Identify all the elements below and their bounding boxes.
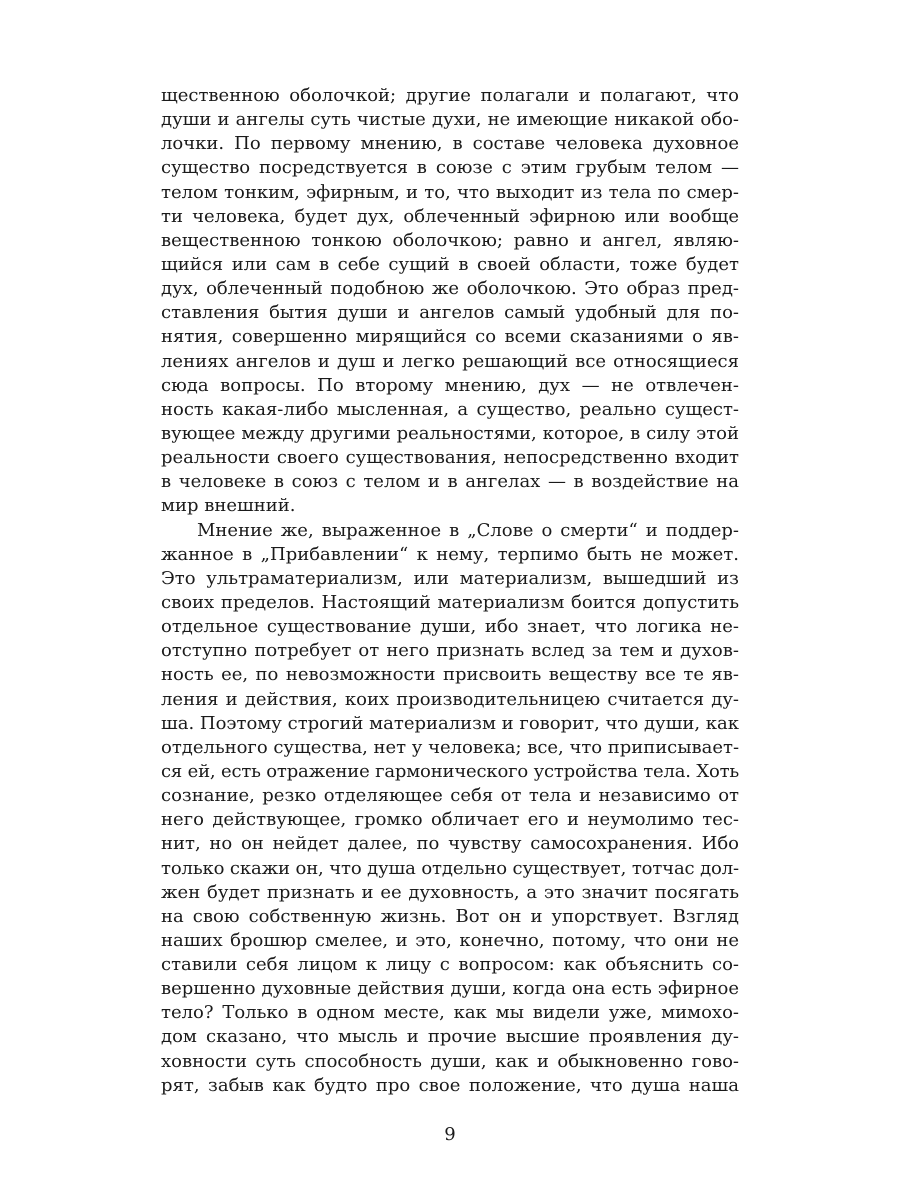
paragraph — [161, 84, 739, 519]
text-line: ся ей, есть отражение гармонического устройства тела. Хоть — [161, 760, 740, 782]
text-line: ления и действия, коих производительницею считается ду- — [161, 688, 739, 710]
text-line: отступно потребует от него признать вслед за тем и духов- — [161, 640, 739, 662]
text-line: него действующее, громко обличает его и неумолимо тес- — [161, 809, 739, 831]
text-line: жанное в „Прибавлении“ к нему, терпимо быть не может. — [161, 543, 739, 565]
text-line: нит, но он нейдет далее, по чувству самосохранения. Ибо — [161, 833, 739, 855]
text-line: ша. Поэтому строгий материализм и говорит, что души, как — [161, 712, 740, 734]
text-line: лочки. По первому мнению, в составе человека духовное — [161, 133, 739, 155]
text-line: ставили себя лицом к лицу с вопросом: как объяснить со- — [161, 954, 739, 976]
text-line: щийся или сам в себе сущий в своей области, тоже будет — [161, 253, 739, 275]
text-line: лениях ангелов и душ и легко решающий все относящиеся — [161, 350, 739, 372]
text-line: своих пределов. Настоящий материализм боится допустить — [161, 591, 739, 613]
text-line: ховности суть способность души, как и обыкновенно гово- — [161, 1050, 739, 1072]
text-line: отдельного существа, нет у человека; все, что приписывает- — [161, 736, 739, 758]
text-line: дом сказано, что мысль и прочие высшие проявления ду- — [161, 1026, 739, 1048]
text-line: в человеке в союз с телом и в ангелах — в воздействие на — [161, 471, 739, 493]
text-line: вещественною тонкою оболочкою; равно и ангел, являю- — [161, 229, 739, 251]
body-text — [161, 84, 739, 1098]
text-line: сюда вопросы. По второму мнению, дух — не отвлечен- — [161, 374, 739, 396]
text-line: ность какая-либо мысленная, а существо, реально сущест- — [161, 398, 739, 420]
text-line: сознание, резко отделяющее себя от тела и независимо от — [161, 785, 739, 807]
text-line: жен будет признать и ее духовность, а это значит посягать — [161, 881, 739, 903]
text-line: Это ультраматериализм, или материализм, вышедший из — [161, 567, 739, 589]
text-line: ность ее, по невозможности присвоить веществу все те яв- — [161, 664, 739, 686]
text-line: существо посредствуется в союзе с этим грубым телом — — [161, 157, 739, 179]
text-line: тело? Только в одном месте, как мы видели уже, мимохо- — [161, 1002, 739, 1024]
text-line: нятия, совершенно мирящийся со всеми сказаниями о яв- — [161, 326, 739, 348]
text-line: вующее между другими реальностями, которое, в силу этой — [161, 422, 739, 444]
text-line: Мнение же, выраженное в „Слове о смерти“ и поддер- — [197, 519, 739, 541]
text-line: ти человека, будет дух, облеченный эфирною или вообще — [161, 205, 739, 227]
page-number: 9 — [444, 1124, 456, 1145]
text-line: щественною оболочкой; другие полагали и полагают, что — [161, 85, 739, 106]
text-line: вершенно духовные действия души, когда она есть эфирное — [161, 978, 739, 1000]
text-line: только скажи он, что душа отдельно существует, тотчас дол- — [161, 857, 740, 879]
text-line: реальности своего существования, непосредственно входит — [161, 447, 739, 469]
text-line: наших брошюр смелее, и это, конечно, потому, что они не — [161, 929, 739, 951]
text-line: мир внешний. — [161, 495, 296, 517]
text-line: души и ангелы суть чистые духи, не имеющие никакой обо- — [161, 109, 739, 131]
text-line: ставления бытия души и ангелов самый удобный для по- — [161, 302, 739, 324]
text-line: дух, облеченный подобною же оболочкою. Это образ пред- — [161, 278, 739, 300]
paragraph — [161, 519, 739, 1098]
text-line: рят, забыв как будто про свое положение, что душа наша — [161, 1074, 739, 1096]
text-line: отдельное существование души, ибо знает, что логика не- — [161, 616, 739, 638]
text-line: телом тонким, эфирным, и то, что выходит из тела по смер- — [161, 181, 739, 203]
text-line: на свою собственную жизнь. Вот он и упорствует. Взгляд — [161, 905, 739, 927]
